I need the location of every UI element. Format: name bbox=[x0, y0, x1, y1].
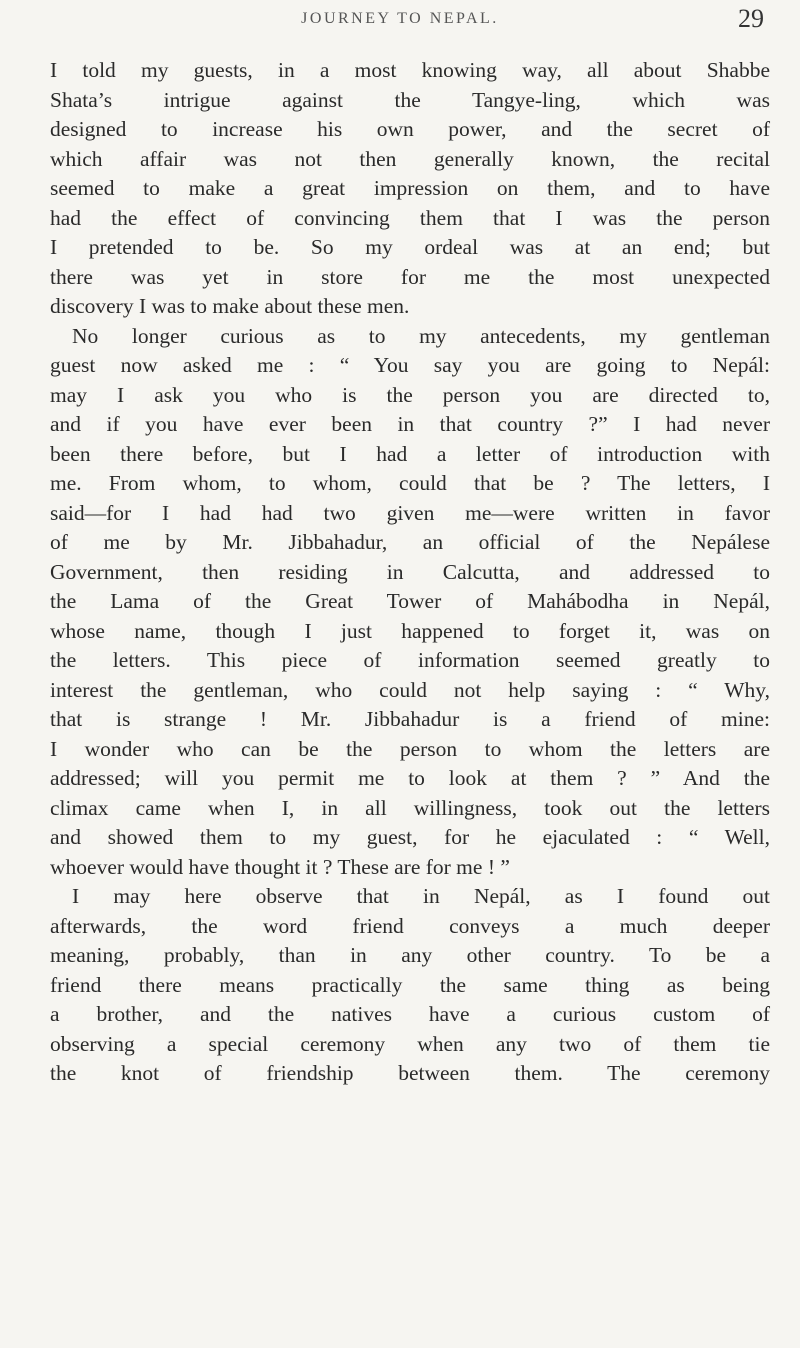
text-line: observing a special ceremony when any two of them tie bbox=[50, 1031, 770, 1056]
text-line: the letters. This piece of information seemed greatly to bbox=[50, 648, 770, 672]
text-line: of me by Mr. Jibbahadur, an official of the Nepálese bbox=[50, 530, 770, 554]
text-line: the Lama of the Great Tower of Mahábodha in Nepál, bbox=[50, 589, 770, 613]
text-line: discovery I was to make about these men. bbox=[50, 294, 410, 318]
text-line: whoever would have thought it ? These are for me ! ” bbox=[50, 854, 510, 879]
text-line: seemed to make a great impression on them, and to have bbox=[50, 176, 770, 200]
text-line: which affair was not then generally known, the recital bbox=[50, 146, 770, 171]
text-line: me. From whom, to whom, could that be ? The letters, I bbox=[50, 471, 770, 495]
text-line: climax came when I, in all willingness, took out the letters bbox=[50, 795, 770, 820]
text-line: addressed; will you permit me to look at them ? ” And the bbox=[50, 766, 770, 790]
running-head bbox=[0, 6, 800, 40]
text-line: meaning, probably, than in any other country. To be a bbox=[50, 943, 770, 967]
text-line: said—for I had had two given me—were written in favor bbox=[50, 500, 770, 525]
text-line: guest now asked me : “ You say you are going to Nepál: bbox=[50, 353, 770, 377]
body-text bbox=[50, 56, 770, 1089]
text-line: the knot of friendship between them. The ceremony bbox=[50, 1061, 770, 1085]
text-line: designed to increase his own power, and the secret of bbox=[50, 117, 770, 141]
text-line: and if you have ever been in that country ?” I had never bbox=[50, 412, 770, 436]
text-line: friend there means practically the same thing as being bbox=[50, 972, 770, 997]
text-line: Shata’s intrigue against the Tangye-ling, which was bbox=[50, 87, 770, 112]
text-line: I may here observe that in Nepál, as I found out bbox=[72, 884, 770, 908]
running-title: JOURNEY TO NEPAL. bbox=[301, 10, 499, 27]
text-line: been there before, but I had a letter of introduction with bbox=[50, 441, 770, 466]
text-line: there was yet in store for me the most unexpected bbox=[50, 264, 770, 289]
text-line: interest the gentleman, who could not help saying : “ Why, bbox=[50, 677, 770, 702]
text-line: I pretended to be. So my ordeal was at an end; but bbox=[50, 235, 770, 259]
text-line: No longer curious as to my antecedents, my gentleman bbox=[72, 323, 770, 348]
text-line: a brother, and the natives have a curious custom of bbox=[50, 1002, 770, 1026]
text-line: whose name, though I just happened to forget it, was on bbox=[50, 618, 770, 643]
text-line: Government, then residing in Calcutta, and addressed to bbox=[50, 559, 770, 584]
text-line: had the effect of convincing them that I was the person bbox=[50, 205, 770, 230]
text-line: that is strange ! Mr. Jibbahadur is a friend of mine: bbox=[50, 707, 770, 731]
text-line: I told my guests, in a most knowing way, all about Shabbe bbox=[50, 58, 770, 82]
text-line: afterwards, the word friend conveys a much deeper bbox=[50, 913, 770, 938]
text-line: I wonder who can be the person to whom the letters are bbox=[50, 736, 770, 761]
page-number: 29 bbox=[738, 4, 764, 33]
text-line: and showed them to my guest, for he ejaculated : “ Well, bbox=[50, 825, 770, 849]
text-line: may I ask you who is the person you are directed to, bbox=[50, 382, 770, 407]
